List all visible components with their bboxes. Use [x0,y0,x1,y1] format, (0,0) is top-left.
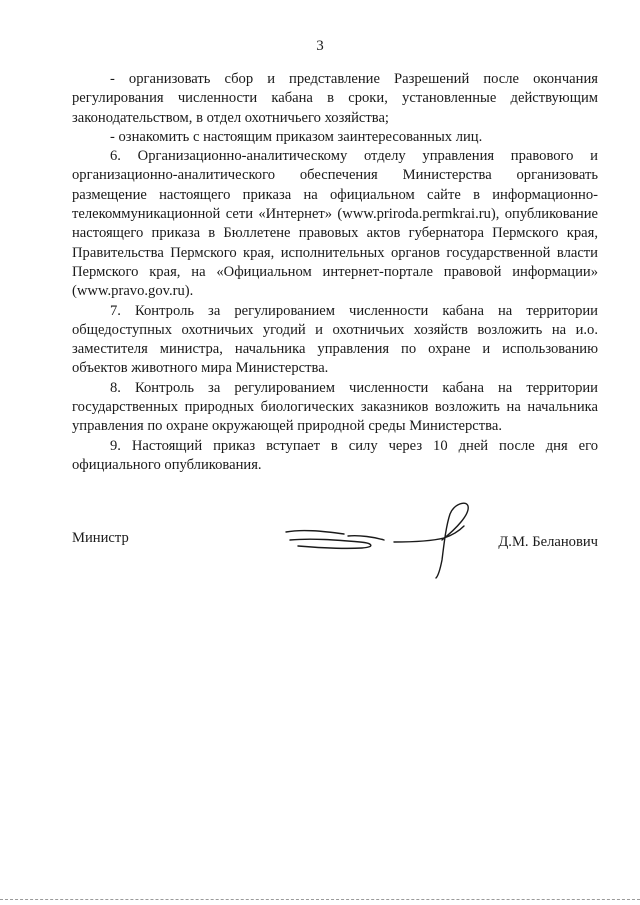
paragraph-item-9: 9. Настоящий приказ вступает в силу через 10 дней после дня его официального опубликования. [72,437,598,473]
paragraph-familiarize: - ознакомить с настоящим приказом заинтересованных лиц. [110,128,483,145]
signature-block [72,500,598,590]
page-number: 3 [316,38,324,54]
paragraph-item-6: 6. Организационно-аналитическому отделу управления правового и организационно-аналитического обеспечения Министерства организовать размещение настоящего приказа на официальном сайте в информационно-телекоммуникационной сети «Интернет» (www.priroda.permkrai.ru), опубликование настоящего приказа в Бюллетене правовых актов губернатора Пермского края, Правительства Пермского края, исполнительных органов государственной власти Пермского края, на «Официальном интернет-портале правовой информации» (www.pravo.gov.ru). [72,148,598,300]
handwritten-signature-icon [282,500,492,580]
signatory-name: Д.М. Беланович [498,534,598,550]
signatory-title: Министр [72,530,129,546]
document-body [72,70,598,475]
paragraph-item-8: 8. Контроль за регулированием численности кабана на территории государственных природных биологических заказников возложить на начальника управления по охране окружающей природной среды Министерства. [72,379,598,435]
scan-edge-divider [0,899,640,900]
paragraph-organize-permits: - организовать сбор и представление Разрешений после окончания регулирования численности кабана в сроки, установленные действующим законодательством, в отдел охотничьего хозяйства; [72,71,598,126]
paragraph-item-7: 7. Контроль за регулированием численности кабана на территории общедоступных охотничьих угодий и охотничьих хозяйств возложить на и.о. заместителя министра, начальника управления по охране и использованию объектов животного мира Министерства. [72,302,598,377]
